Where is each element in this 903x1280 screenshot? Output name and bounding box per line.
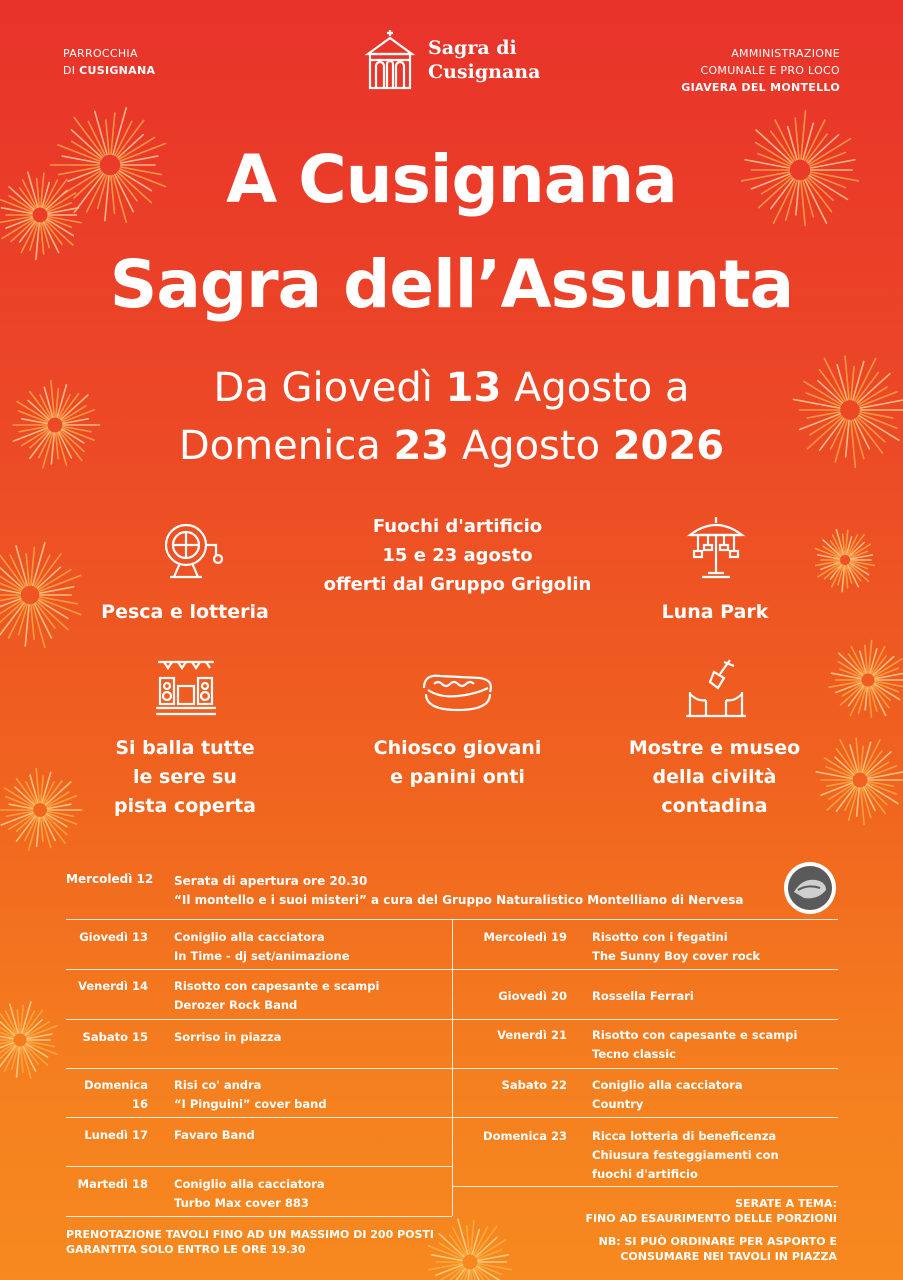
schedule-day: Giovedì 13 — [79, 930, 148, 944]
logo-line1: Sagra di — [428, 37, 517, 59]
theme-line1: SERATE A TEMA: — [735, 1197, 837, 1210]
date-l1-a: Da Giovedì — [213, 365, 446, 411]
event-line2: “I Pinguini” cover band — [174, 1097, 327, 1111]
divider-line — [66, 1166, 452, 1167]
event-line1: Coniglio alla cacciatora — [174, 930, 325, 944]
fireworks-line2: 15 e 23 agosto — [382, 545, 533, 566]
event-line1: Sorriso in piazza — [174, 1030, 282, 1044]
event-line1: Risotto con capesante e scampi — [592, 1028, 798, 1042]
reservation-note — [66, 1227, 434, 1257]
date-l2-c: Agosto — [449, 423, 613, 469]
schedule-day: Sabato 22 — [501, 1078, 567, 1092]
lunapark-label: Luna Park — [661, 601, 769, 623]
event-line2: Turbo Max cover 883 — [174, 1196, 309, 1210]
schedule-day: Lunedì 17 — [84, 1128, 148, 1142]
event-line2: The Sunny Boy cover rock — [592, 949, 761, 963]
divider-line — [66, 1117, 452, 1118]
divider-line — [66, 969, 452, 970]
lottery-drum-icon — [158, 515, 228, 581]
event-line1: Risotto con capesante e scampi — [174, 979, 380, 993]
schedule-day: Martedì 18 — [77, 1177, 148, 1191]
date-l2-d: 2026 — [612, 423, 725, 469]
date-l1-c: Agosto a — [501, 365, 690, 411]
event-line2: Country — [592, 1097, 644, 1111]
schedule-event — [592, 1076, 743, 1114]
schedule-event — [592, 1026, 797, 1064]
main-title-line1: A Cusignana — [226, 141, 677, 218]
hotdog-icon — [420, 664, 496, 714]
kiosk-line1: Chiosco giovani — [373, 737, 542, 759]
firework-burst — [428, 1219, 511, 1280]
event-line1: Coniglio alla cacciatora — [174, 1177, 325, 1191]
divider-line — [66, 919, 452, 920]
firework-burst — [1, 769, 82, 850]
divider-line — [66, 1019, 452, 1020]
date-l1-b: 13 — [445, 365, 502, 411]
schedule-event — [174, 1175, 325, 1213]
takeaway-line1: NB: SI PUÒ ORDINARE PER ASPORTO E — [598, 1235, 837, 1248]
museum-line1: Mostre e museo — [628, 737, 801, 759]
divider-line — [66, 1216, 452, 1217]
reservation-line2: GARANTITA SOLO ENTRO LE ORE 19.30 — [66, 1243, 306, 1256]
schedule-day: Domenica 23 — [483, 1129, 567, 1143]
takeaway-line2: CONSUMARE NEI TAVOLI IN PIAZZA — [620, 1250, 837, 1263]
schedule-day: Venerdì 14 — [78, 979, 148, 993]
opening-day: Mercoledì 12 — [66, 872, 154, 886]
admin-line2: COMUNALE E PRO LOCO — [700, 64, 840, 77]
date-line2 — [0, 418, 903, 474]
event-line2: Derozer Rock Band — [174, 998, 298, 1012]
event-line2: Chiusura festeggiamenti con — [592, 1148, 779, 1162]
sagra-logo — [362, 28, 540, 92]
firework-burst — [0, 543, 81, 648]
takeaway-note — [599, 1234, 837, 1264]
carousel-icon — [684, 513, 748, 581]
kiosk-line2: e panini onti — [390, 766, 525, 788]
kiosk-label — [345, 734, 570, 792]
event-line1: Coniglio alla cacciatora — [592, 1078, 743, 1092]
museum-shovel-icon — [684, 656, 748, 720]
schedule-event — [592, 928, 760, 966]
firework-burst — [816, 738, 903, 824]
parish-line1: PARROCCHIA — [63, 47, 138, 60]
schedule-day: Sabato 15 — [82, 1030, 148, 1044]
fireworks-line1: Fuochi d'artificio — [372, 516, 543, 537]
schedule-day: Venerdì 21 — [497, 1028, 567, 1042]
schedule-day: Domenica 16 — [84, 1078, 148, 1111]
fireworks-info — [300, 512, 615, 599]
firework-burst — [829, 641, 903, 717]
main-title-line2: Sagra dell’Assunta — [109, 246, 794, 323]
dance-line2: le sere su — [133, 766, 237, 788]
schedule-event — [592, 1127, 779, 1184]
schedule-event — [174, 1028, 281, 1047]
event-line2: Tecno classic — [592, 1047, 676, 1061]
naturalist-badge-icon — [782, 860, 838, 916]
reservation-line1: PRENOTAZIONE TAVOLI FINO AD UN MASSIMO DI 200 POSTI — [66, 1228, 434, 1241]
dance-line3: pista coperta — [113, 795, 257, 817]
date-l2-b: 23 — [393, 423, 450, 469]
event-line1: Risi co' andra — [174, 1078, 262, 1092]
event-line1: Ricca lotteria di beneficenza — [592, 1129, 777, 1143]
event-line2: In Time - dj set/animazione — [174, 949, 350, 963]
theme-line2: FINO AD ESAURIMENTO DELLE PORZIONI — [585, 1212, 837, 1225]
fireworks-line3: offerti dal Gruppo Grigolin — [323, 574, 592, 595]
theme-note — [585, 1196, 837, 1226]
parish-name: CUSIGNANA — [79, 64, 156, 77]
date-line1 — [0, 360, 903, 416]
event-line3: fuochi d'artificio — [592, 1167, 698, 1181]
parish-prefix: DI — [63, 64, 80, 77]
opening-event — [174, 872, 743, 910]
firework-burst — [0, 1002, 57, 1078]
divider-line — [452, 1068, 838, 1069]
dance-label — [85, 734, 285, 821]
museum-line3: contadina — [661, 795, 768, 817]
lottery-label: Pesca e lotteria — [101, 601, 269, 623]
divider-line — [452, 919, 838, 920]
parish-line2 — [63, 62, 155, 79]
firework-burst — [815, 530, 874, 592]
logo-line2: Cusignana — [428, 61, 541, 83]
parish-label — [63, 45, 155, 79]
date-l2-a: Domenica — [178, 423, 394, 469]
schedule-event — [174, 928, 350, 966]
schedule-day: Giovedì 20 — [498, 989, 567, 1003]
event-line1: Rossella Ferrari — [592, 989, 694, 1003]
schedule-event — [174, 977, 379, 1015]
divider-line — [452, 1117, 838, 1118]
divider-vertical — [452, 919, 453, 1216]
schedule-event — [174, 1126, 255, 1145]
dance-line1: Si balla tutte — [115, 737, 255, 759]
stage-speakers-icon — [154, 656, 218, 718]
event-line1: Favaro Band — [174, 1128, 255, 1142]
schedule-event — [592, 987, 694, 1006]
administration-label — [681, 45, 840, 96]
opening-line2: “Il montello e i suoi misteri” a cura del Gruppo Naturalistico Montelliano di Nervesa — [174, 893, 744, 907]
event-line1: Risotto con i fegatini — [592, 930, 728, 944]
divider-line — [452, 1186, 838, 1187]
museum-line2: della civiltà — [652, 766, 777, 788]
admin-line1: AMMINISTRAZIONE — [731, 47, 840, 60]
admin-line3: GIAVERA DEL MONTELLO — [681, 81, 840, 94]
schedule-event — [174, 1076, 327, 1114]
opening-line1: Serata di apertura ore 20.30 — [174, 874, 368, 888]
schedule-day: Mercoledì 19 — [483, 930, 567, 944]
divider-line — [66, 1068, 452, 1069]
church-logo-icon — [362, 28, 418, 92]
divider-line — [452, 969, 838, 970]
museum-label — [612, 734, 817, 821]
opening-row — [66, 872, 153, 886]
divider-line — [452, 1019, 838, 1020]
